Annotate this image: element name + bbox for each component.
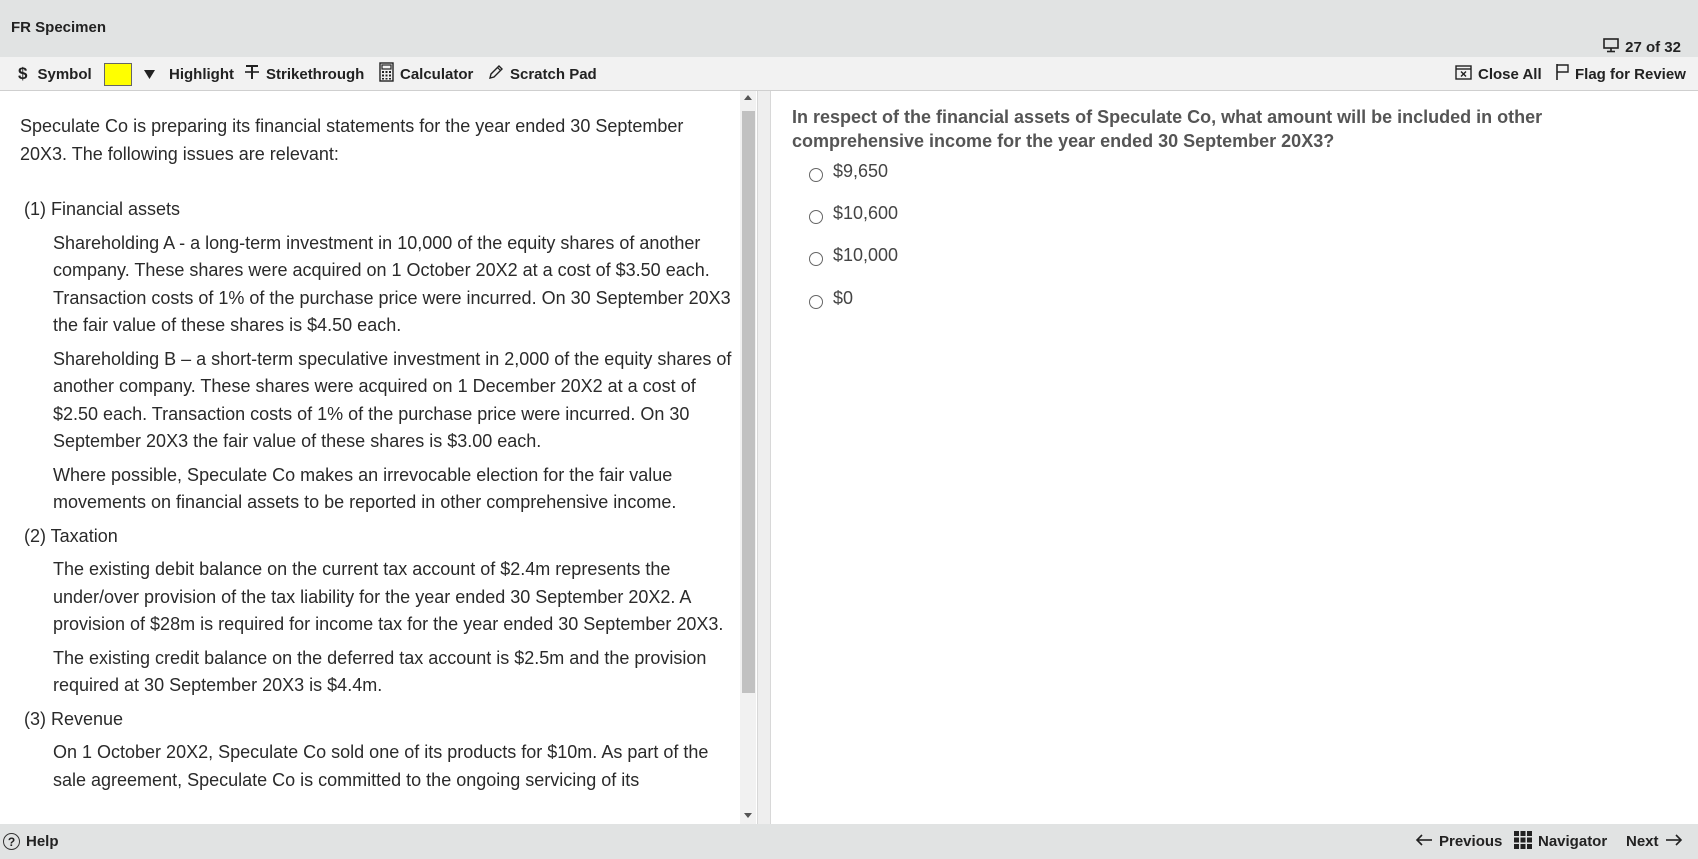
section-heading-revenue: (3) Revenue: [24, 708, 124, 729]
scenario-intro: Speculate Co is preparing its financial statements for the year ended 30 September 20X3. The following issues are relevant:: [20, 116, 684, 164]
app-title: FR Specimen: [11, 19, 107, 36]
close-window-icon: [1455, 65, 1472, 84]
question-text: In respect of the financial assets of Speculate Co, what amount will be included in other comprehensive income for the year ended 30 September 20X3?: [792, 107, 1543, 151]
strikethrough-icon: [244, 64, 260, 84]
flag-icon: [1555, 63, 1569, 85]
scenario-paragraph: The existing credit balance on the deferred tax account is $2.5m and the provision required at 30 September 20X3 is $4.4m.: [53, 647, 707, 695]
answer-option[interactable]: [809, 288, 853, 309]
navigator-button[interactable]: [1514, 824, 1607, 859]
help-label: Help: [26, 833, 59, 850]
answer-option-label[interactable]: $0: [833, 288, 854, 308]
scratch-pad-label: Scratch Pad: [510, 65, 597, 83]
arrow-right-icon: [1665, 833, 1683, 850]
radio-button[interactable]: [809, 210, 823, 224]
answer-option-label[interactable]: $9,650: [833, 161, 889, 181]
section-heading-financial-assets: (1) Financial assets: [24, 199, 181, 219]
question-counter-label: 27 of 32: [1625, 39, 1681, 56]
scenario-paragraph: Where possible, Speculate Co makes an irrevocable election for the fair value movements on financial assets to be reported in other comprehensive income.: [53, 464, 677, 512]
question-pane: [771, 91, 1698, 824]
calculator-label: Calculator: [400, 65, 474, 83]
scroll-up-arrow-icon[interactable]: [744, 95, 752, 100]
flag-for-review-button[interactable]: [1555, 57, 1686, 91]
calculator-button[interactable]: [379, 57, 473, 91]
highlight-color-picker[interactable]: [104, 57, 155, 91]
close-all-label: Close All: [1478, 65, 1542, 83]
next-button[interactable]: [1626, 824, 1683, 859]
radio-button[interactable]: [809, 252, 823, 266]
scenario-scrollbar[interactable]: [740, 91, 756, 824]
strikethrough-button[interactable]: [244, 57, 364, 91]
pencil-icon: [488, 64, 504, 84]
scenario-pane[interactable]: [0, 91, 758, 824]
scenario-paragraph: Shareholding B – a short-term speculative investment in 2,000 of the equity shares of another company. These shares were acquired on 1 December 20X2 at a cost of $2.50 each. Transaction costs of 1% of the purchase price were incurred. On 30 September 20X3 the fair value of these shares is $3.00 each.: [53, 348, 732, 451]
answer-option[interactable]: [809, 203, 898, 224]
radio-button[interactable]: [809, 168, 823, 182]
help-icon: ?: [3, 833, 20, 850]
dropdown-triangle-icon[interactable]: [144, 66, 155, 83]
scroll-down-arrow-icon[interactable]: [744, 813, 752, 818]
answer-option-label[interactable]: $10,000: [833, 245, 899, 265]
scenario-paragraph: On 1 October 20X2, Speculate Co sold one of its products for $10m. As part of the sale agreement, Speculate Co is committed to the ongoing servicing of its: [53, 742, 709, 790]
monitor-icon: [1603, 38, 1619, 57]
highlight-color-swatch[interactable]: [104, 63, 132, 86]
answer-option-label[interactable]: $10,600: [833, 203, 899, 223]
strikethrough-label: Strikethrough: [266, 65, 365, 83]
scenario-paragraph: The existing debit balance on the current tax account of $2.4m represents the under/over provision of the tax liability for the year ended 30 September 20X2. A provision of $28m is required for income tax for the year ended 30 September 20X3.: [53, 559, 724, 634]
navigator-label: Navigator: [1538, 833, 1608, 850]
toolbar: [0, 57, 1698, 91]
calculator-icon: [379, 62, 394, 86]
highlight-label: Highlight: [169, 65, 234, 83]
answer-option[interactable]: [809, 161, 888, 182]
pane-splitter[interactable]: [757, 91, 771, 824]
radio-button[interactable]: [809, 295, 823, 309]
previous-label: Previous: [1439, 833, 1503, 850]
scratch-pad-button[interactable]: [488, 57, 597, 91]
answer-option[interactable]: [809, 245, 898, 266]
dollar-icon: $: [18, 64, 28, 83]
scrollbar-thumb[interactable]: [742, 111, 755, 693]
highlight-button[interactable]: [169, 57, 234, 91]
scenario-paragraph: Shareholding A - a long-term investment in 10,000 of the equity shares of another company. These shares were acquired on 1 October 20X2 at a cost of $3.50 each. Transaction costs of 1% of the purchase price were incurred. On 30 September 20X3 the fair value of these shares is $4.50 each.: [53, 232, 731, 335]
section-heading-taxation: (2) Taxation: [24, 525, 118, 546]
flag-for-review-label: Flag for Review: [1575, 65, 1686, 83]
arrow-left-icon: [1415, 833, 1433, 850]
symbol-label: Symbol: [37, 65, 92, 83]
help-button[interactable]: [3, 824, 59, 859]
scenario-content: [0, 91, 738, 794]
grid-icon: [1514, 831, 1532, 853]
title-bar: [0, 0, 1698, 57]
symbol-button[interactable]: [18, 57, 92, 91]
question-counter: [1603, 38, 1681, 57]
footer-bar: [0, 824, 1698, 859]
close-all-button[interactable]: [1455, 57, 1542, 91]
previous-button[interactable]: [1415, 824, 1502, 859]
next-label: Next: [1626, 833, 1659, 850]
